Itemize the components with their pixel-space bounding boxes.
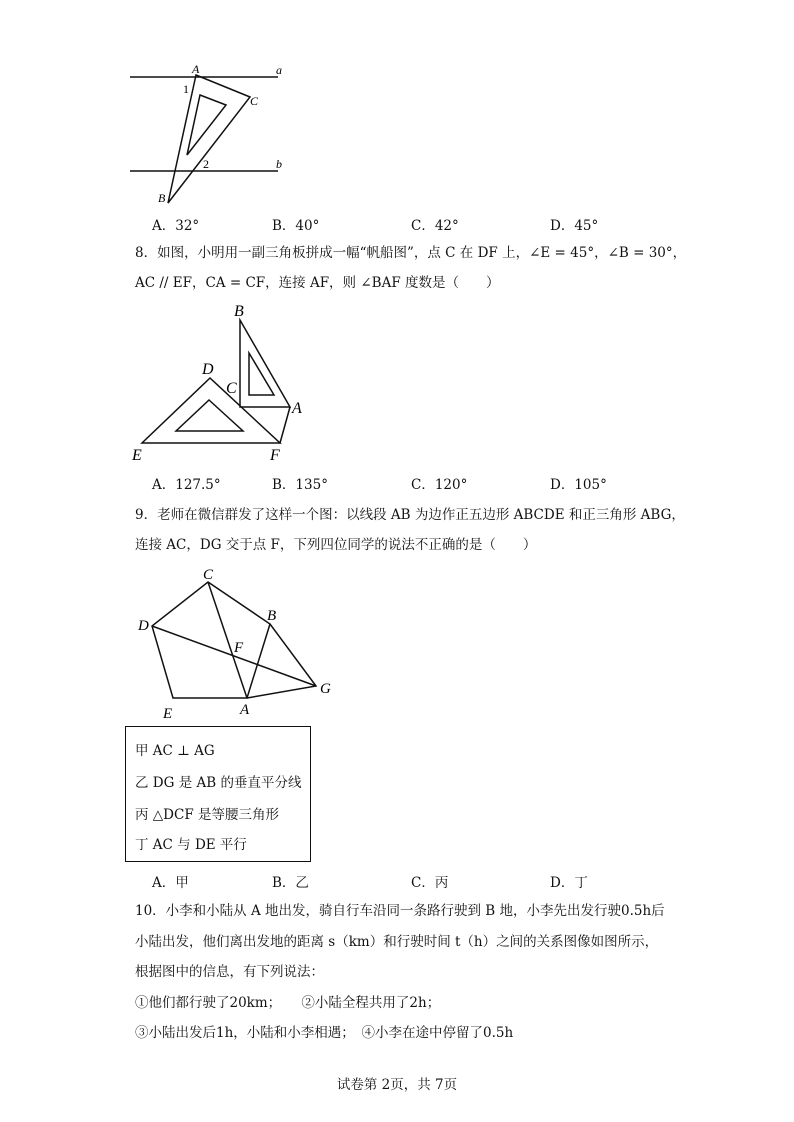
q9-option-d: D．丁 xyxy=(550,875,588,891)
label-C: C xyxy=(250,94,259,108)
q10-statements-3-4: ③小陆出发后1h，小陆和小李相遇； ④小李在途中停留了0.5h xyxy=(135,1025,514,1041)
triangle-inner xyxy=(187,95,226,155)
large-triangle-inner xyxy=(176,400,243,431)
figure-q7 xyxy=(130,60,300,210)
label-A: A xyxy=(292,400,302,417)
q7-option-d: D．45° xyxy=(550,218,599,234)
label-F: F xyxy=(270,447,280,464)
q9-option-a: A．甲 xyxy=(152,875,189,891)
triangle-abg xyxy=(247,624,316,698)
q9-option-b: B．乙 xyxy=(272,875,309,891)
label-1: 1 xyxy=(183,82,189,96)
q8-option-c: C．120° xyxy=(411,477,468,493)
q7-option-a: A．32° xyxy=(152,218,200,234)
q7-option-c: C．42° xyxy=(411,218,459,234)
statement-ding: 丁 AC 与 DE 平行 xyxy=(135,837,247,853)
q8-option-b: B．135° xyxy=(272,477,328,493)
figure-q8 xyxy=(130,300,330,465)
q8-option-a: A．127.5° xyxy=(152,477,221,493)
label-D: D xyxy=(202,361,214,378)
q10-text-line1: 10．小李和小陆从 A 地出发，骑自行车沿同一条路行驶到 B 地，小李先出发行驶0.5h后 xyxy=(135,903,665,919)
q10-text-line2: 小陆出发，他们离出发地的距离 s（km）和行驶时间 t（h）之间的关系图像如图所示， xyxy=(135,934,659,950)
label-A: A xyxy=(240,702,250,718)
q8-text-line1: 8．如图，小明用一副三角板拼成一幅“帆船图”，点 C 在 DF 上，∠E = 45°，∠B = 30°， xyxy=(135,245,687,261)
page-footer: 试卷第 2页，共 7页 xyxy=(336,1077,458,1093)
large-triangle-def xyxy=(142,378,280,443)
pentagon-abcde xyxy=(152,582,270,698)
label-a: a xyxy=(276,63,282,77)
label-B: B xyxy=(234,303,244,320)
q10-statements-1-2: ①他们都行驶了20km； ②小陆全程共用了2h； xyxy=(135,995,441,1011)
label-C: C xyxy=(203,567,214,583)
q7-option-b: B．40° xyxy=(272,218,320,234)
q8-option-d: D．105° xyxy=(550,477,607,493)
segment-af xyxy=(280,407,290,443)
label-E: E xyxy=(163,706,173,722)
q9-text-line1: 9．老师在微信群发了这样一个图：以线段 AB 为边作正五边形 ABCDE 和正三角形 ABG， xyxy=(135,507,685,523)
statement-bing: 丙 △DCF 是等腰三角形 xyxy=(135,807,279,823)
label-F: F xyxy=(234,640,244,656)
triangle-outer xyxy=(168,75,250,203)
figure-q9 xyxy=(130,562,350,722)
label-D: D xyxy=(138,618,149,634)
small-triangle-bca xyxy=(240,320,290,407)
q9-option-c: C．丙 xyxy=(411,875,449,891)
label-G: G xyxy=(320,681,331,697)
q10-text-line3: 根据图中的信息，有下列说法： xyxy=(135,964,324,980)
label-B: B xyxy=(158,191,166,205)
segment-dg xyxy=(152,626,316,686)
label-E: E xyxy=(132,447,142,464)
q8-text-line2: AC // EF，CA = CF，连接 AF，则 ∠BAF 度数是（ ） xyxy=(135,275,500,291)
label-B: B xyxy=(267,608,277,624)
label-C: C xyxy=(226,380,237,397)
label-b: b xyxy=(276,157,282,171)
statement-jia: 甲 AC ⊥ AG xyxy=(135,743,215,759)
q9-statement-box xyxy=(125,726,311,862)
q9-text-line2: 连接 AC，DG 交于点 F，下列四位同学的说法不正确的是（ ） xyxy=(135,537,537,553)
label-2: 2 xyxy=(203,157,209,171)
label-A: A xyxy=(192,62,200,76)
statement-yi: 乙 DG 是 AB 的垂直平分线 xyxy=(135,775,302,791)
